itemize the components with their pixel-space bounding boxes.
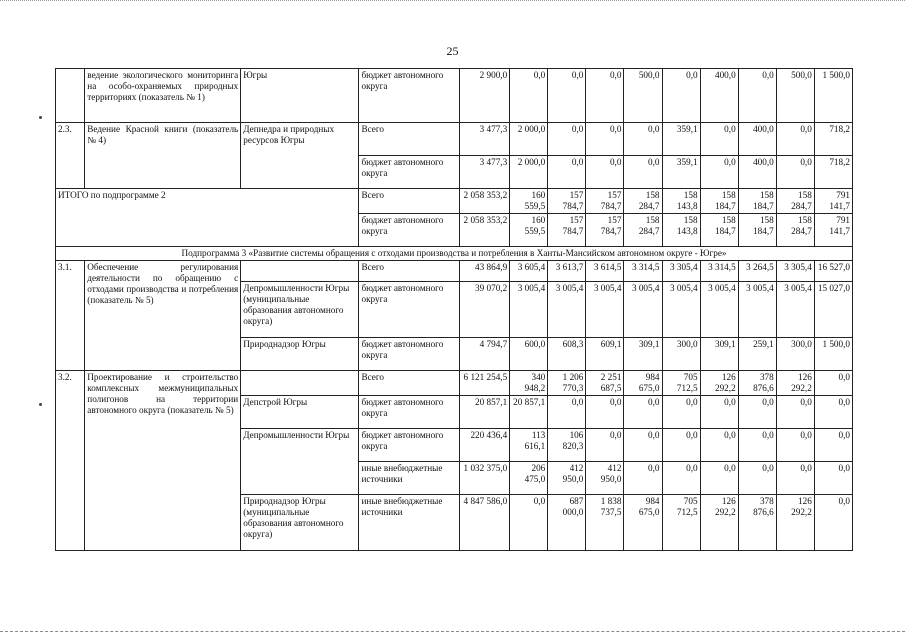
year-value-cell: 0,0 <box>700 429 738 462</box>
year-value-cell: 3 305,4 <box>776 261 814 282</box>
year-value-cell: 158 184,7 <box>738 214 776 247</box>
year-value-cell: 20 857,1 <box>510 396 548 429</box>
item-number-cell <box>56 69 85 123</box>
year-value-cell: 0,0 <box>738 69 776 123</box>
responsible-cell: Природнадзор Югры <box>241 338 359 371</box>
item-number-cell: 3.2. <box>56 371 85 551</box>
budget-table <box>55 68 853 551</box>
year-value-cell: 0,0 <box>548 69 586 123</box>
year-value-cell: 0,0 <box>662 429 700 462</box>
year-value-cell: 0,0 <box>548 123 586 156</box>
measure-name-cell: Проектирование и строительство комплексных межмуниципальных полигонов на территории автономного округа (показатель № 5) <box>85 371 241 551</box>
year-value-cell: 791 141,7 <box>814 189 852 214</box>
year-value-cell: 0,0 <box>776 429 814 462</box>
total-cell: 2 900,0 <box>459 69 509 123</box>
total-cell: 3 477,3 <box>459 156 509 189</box>
year-value-cell: 3 605,4 <box>510 261 548 282</box>
year-value-cell: 400,0 <box>738 123 776 156</box>
page-number: 25 <box>446 44 459 58</box>
year-value-cell: 0,0 <box>586 69 624 123</box>
year-value-cell: 718,2 <box>814 156 852 189</box>
year-value-cell: 113 616,1 <box>510 429 548 462</box>
year-value-cell: 378 876,6 <box>738 371 776 396</box>
year-value-cell: 3 005,4 <box>586 282 624 338</box>
margin-mark <box>39 403 42 406</box>
responsible-cell: Депромышленности Югры <box>241 429 359 495</box>
total-cell: 220 436,4 <box>459 429 509 462</box>
year-value-cell: 400,0 <box>738 156 776 189</box>
total-cell: 3 477,3 <box>459 123 509 156</box>
year-value-cell: 158 184,7 <box>738 189 776 214</box>
year-value-cell: 259,1 <box>738 338 776 371</box>
year-value-cell: 3 314,5 <box>700 261 738 282</box>
year-value-cell: 157 784,7 <box>586 189 624 214</box>
year-value-cell: 0,0 <box>738 429 776 462</box>
year-value-cell: 309,1 <box>700 338 738 371</box>
total-cell: 2 058 353,2 <box>459 189 509 214</box>
year-value-cell: 3 614,5 <box>586 261 624 282</box>
year-value-cell: 3 005,4 <box>738 282 776 338</box>
year-value-cell: 359,1 <box>662 156 700 189</box>
responsible-cell: Депстрой Югры <box>241 396 359 429</box>
funding-source-cell: Всего <box>359 261 459 282</box>
year-value-cell: 3 005,4 <box>510 282 548 338</box>
funding-source-cell: иные внебюджетные источники <box>359 462 459 495</box>
year-value-cell: 0,0 <box>624 156 662 189</box>
year-value-cell: 3 613,7 <box>548 261 586 282</box>
funding-source-cell: бюджет автономного округа <box>359 282 459 338</box>
year-value-cell: 1 206 770,3 <box>548 371 586 396</box>
year-value-cell: 3 005,4 <box>624 282 662 338</box>
responsible-cell: Депнедра и природных ресурсов Югры <box>241 123 359 189</box>
year-value-cell: 309,1 <box>624 338 662 371</box>
responsible-cell: Природнадзор Югры (муниципальные образования автономного округа) <box>241 495 359 551</box>
year-value-cell: 126 292,2 <box>776 371 814 396</box>
year-value-cell: 158 284,7 <box>776 214 814 247</box>
total-cell: 43 864,9 <box>459 261 509 282</box>
scan-edge-top <box>0 0 905 7</box>
year-value-cell: 412 950,0 <box>548 462 586 495</box>
year-value-cell: 791 141,7 <box>814 214 852 247</box>
year-value-cell: 106 820,3 <box>548 429 586 462</box>
year-value-cell: 0,0 <box>624 123 662 156</box>
year-value-cell: 0,0 <box>662 69 700 123</box>
year-value-cell: 157 784,7 <box>548 214 586 247</box>
year-value-cell: 2 000,0 <box>510 156 548 189</box>
responsible-cell: Депромышленности Югры (муниципальные образования автономного округа) <box>241 282 359 338</box>
year-value-cell: 3 264,5 <box>738 261 776 282</box>
year-value-cell: 0,0 <box>586 156 624 189</box>
year-value-cell: 300,0 <box>776 338 814 371</box>
funding-source-cell: бюджет автономного округа <box>359 156 459 189</box>
year-value-cell: 0,0 <box>814 429 852 462</box>
year-value-cell: 2 000,0 <box>510 123 548 156</box>
year-value-cell: 0,0 <box>776 462 814 495</box>
item-number-cell: 3.1. <box>56 261 85 371</box>
year-value-cell: 157 784,7 <box>548 189 586 214</box>
year-value-cell: 1 500,0 <box>814 69 852 123</box>
year-value-cell: 0,0 <box>814 371 852 396</box>
year-value-cell: 0,0 <box>776 396 814 429</box>
year-value-cell: 158 143,8 <box>662 214 700 247</box>
year-value-cell: 0,0 <box>586 429 624 462</box>
year-value-cell: 0,0 <box>814 396 852 429</box>
year-value-cell: 0,0 <box>700 156 738 189</box>
year-value-cell: 0,0 <box>776 123 814 156</box>
measure-name-cell: Обеспечение регулирования деятельности по обращению с отходами производства и потребления (показатель № 5) <box>85 261 241 371</box>
year-value-cell: 158 284,7 <box>776 189 814 214</box>
year-value-cell: 0,0 <box>624 396 662 429</box>
subprogram-total-label: ИТОГО по подпрограмме 2 <box>56 189 359 247</box>
year-value-cell: 0,0 <box>662 462 700 495</box>
year-value-cell: 0,0 <box>624 462 662 495</box>
year-value-cell: 687 000,0 <box>548 495 586 551</box>
year-value-cell: 0,0 <box>776 156 814 189</box>
year-value-cell: 158 284,7 <box>624 214 662 247</box>
subprogram-heading: Подпрограмма 3 «Развитие системы обращения с отходами производства и потребления в Ханты-Мансийском автономном округе - Югре» <box>56 247 853 261</box>
year-value-cell: 984 675,0 <box>624 371 662 396</box>
funding-source-cell: бюджет автономного округа <box>359 69 459 123</box>
year-value-cell: 718,2 <box>814 123 852 156</box>
year-value-cell: 3 005,4 <box>662 282 700 338</box>
measure-name-cell: ведение экологического мониторинга на особо-охраняемых природных территориях (показатель № 1) <box>85 69 241 123</box>
year-value-cell: 0,0 <box>586 123 624 156</box>
year-value-cell: 0,0 <box>662 396 700 429</box>
year-value-cell: 400,0 <box>700 69 738 123</box>
table-row <box>56 261 853 282</box>
table-row <box>56 69 853 123</box>
funding-source-cell: бюджет автономного округа <box>359 338 459 371</box>
year-value-cell: 608,3 <box>548 338 586 371</box>
year-value-cell: 412 950,0 <box>586 462 624 495</box>
table-row <box>56 247 853 261</box>
funding-source-cell: бюджет автономного округа <box>359 429 459 462</box>
total-cell: 4 794,7 <box>459 338 509 371</box>
year-value-cell: 340 948,2 <box>510 371 548 396</box>
responsible-cell <box>241 371 359 396</box>
total-cell: 39 070,2 <box>459 282 509 338</box>
year-value-cell: 609,1 <box>586 338 624 371</box>
year-value-cell: 0,0 <box>624 429 662 462</box>
year-value-cell: 500,0 <box>624 69 662 123</box>
year-value-cell: 0,0 <box>510 69 548 123</box>
funding-source-cell: Всего <box>359 123 459 156</box>
year-value-cell: 158 184,7 <box>700 189 738 214</box>
year-value-cell: 16 527,0 <box>814 261 852 282</box>
year-value-cell: 1 500,0 <box>814 338 852 371</box>
year-value-cell: 0,0 <box>814 462 852 495</box>
total-cell: 6 121 254,5 <box>459 371 509 396</box>
year-value-cell: 0,0 <box>738 462 776 495</box>
table-row <box>56 123 853 156</box>
year-value-cell: 160 559,5 <box>510 214 548 247</box>
year-value-cell: 359,1 <box>662 123 700 156</box>
year-value-cell: 0,0 <box>586 396 624 429</box>
year-value-cell: 0,0 <box>700 123 738 156</box>
year-value-cell: 1 838 737,5 <box>586 495 624 551</box>
year-value-cell: 984 675,0 <box>624 495 662 551</box>
year-value-cell: 600,0 <box>510 338 548 371</box>
year-value-cell: 126 292,2 <box>700 371 738 396</box>
table-row <box>56 189 853 214</box>
total-cell: 2 058 353,2 <box>459 214 509 247</box>
margin-mark <box>39 116 42 119</box>
year-value-cell: 2 251 687,5 <box>586 371 624 396</box>
year-value-cell: 500,0 <box>776 69 814 123</box>
year-value-cell: 3 305,4 <box>662 261 700 282</box>
funding-source-cell: Всего <box>359 371 459 396</box>
funding-source-cell: бюджет автономного округа <box>359 396 459 429</box>
year-value-cell: 0,0 <box>738 396 776 429</box>
table-row <box>56 371 853 396</box>
scan-edge-bottom <box>0 631 905 634</box>
responsible-cell <box>241 261 359 282</box>
year-value-cell: 158 143,8 <box>662 189 700 214</box>
total-cell: 1 032 375,0 <box>459 462 509 495</box>
year-value-cell: 206 475,0 <box>510 462 548 495</box>
year-value-cell: 3 314,5 <box>624 261 662 282</box>
year-value-cell: 157 784,7 <box>586 214 624 247</box>
year-value-cell: 705 712,5 <box>662 371 700 396</box>
item-number-cell: 2.3. <box>56 123 85 189</box>
total-cell: 20 857,1 <box>459 396 509 429</box>
measure-name-cell: Ведение Красной книги (показатель № 4) <box>85 123 241 189</box>
year-value-cell: 158 284,7 <box>624 189 662 214</box>
year-value-cell: 126 292,2 <box>776 495 814 551</box>
year-value-cell: 0,0 <box>510 495 548 551</box>
funding-source-cell: Всего <box>359 189 459 214</box>
year-value-cell: 126 292,2 <box>700 495 738 551</box>
year-value-cell: 0,0 <box>700 462 738 495</box>
year-value-cell: 705 712,5 <box>662 495 700 551</box>
funding-source-cell: бюджет автономного округа <box>359 214 459 247</box>
year-value-cell: 0,0 <box>814 495 852 551</box>
responsible-cell: Югры <box>241 69 359 123</box>
year-value-cell: 160 559,5 <box>510 189 548 214</box>
year-value-cell: 300,0 <box>662 338 700 371</box>
year-value-cell: 15 027,0 <box>814 282 852 338</box>
year-value-cell: 0,0 <box>548 156 586 189</box>
total-cell: 4 847 586,0 <box>459 495 509 551</box>
funding-source-cell: иные внебюджетные источники <box>359 495 459 551</box>
year-value-cell: 158 184,7 <box>700 214 738 247</box>
year-value-cell: 3 005,4 <box>776 282 814 338</box>
year-value-cell: 378 876,6 <box>738 495 776 551</box>
year-value-cell: 3 005,4 <box>548 282 586 338</box>
year-value-cell: 0,0 <box>700 396 738 429</box>
year-value-cell: 3 005,4 <box>700 282 738 338</box>
year-value-cell: 0,0 <box>548 396 586 429</box>
